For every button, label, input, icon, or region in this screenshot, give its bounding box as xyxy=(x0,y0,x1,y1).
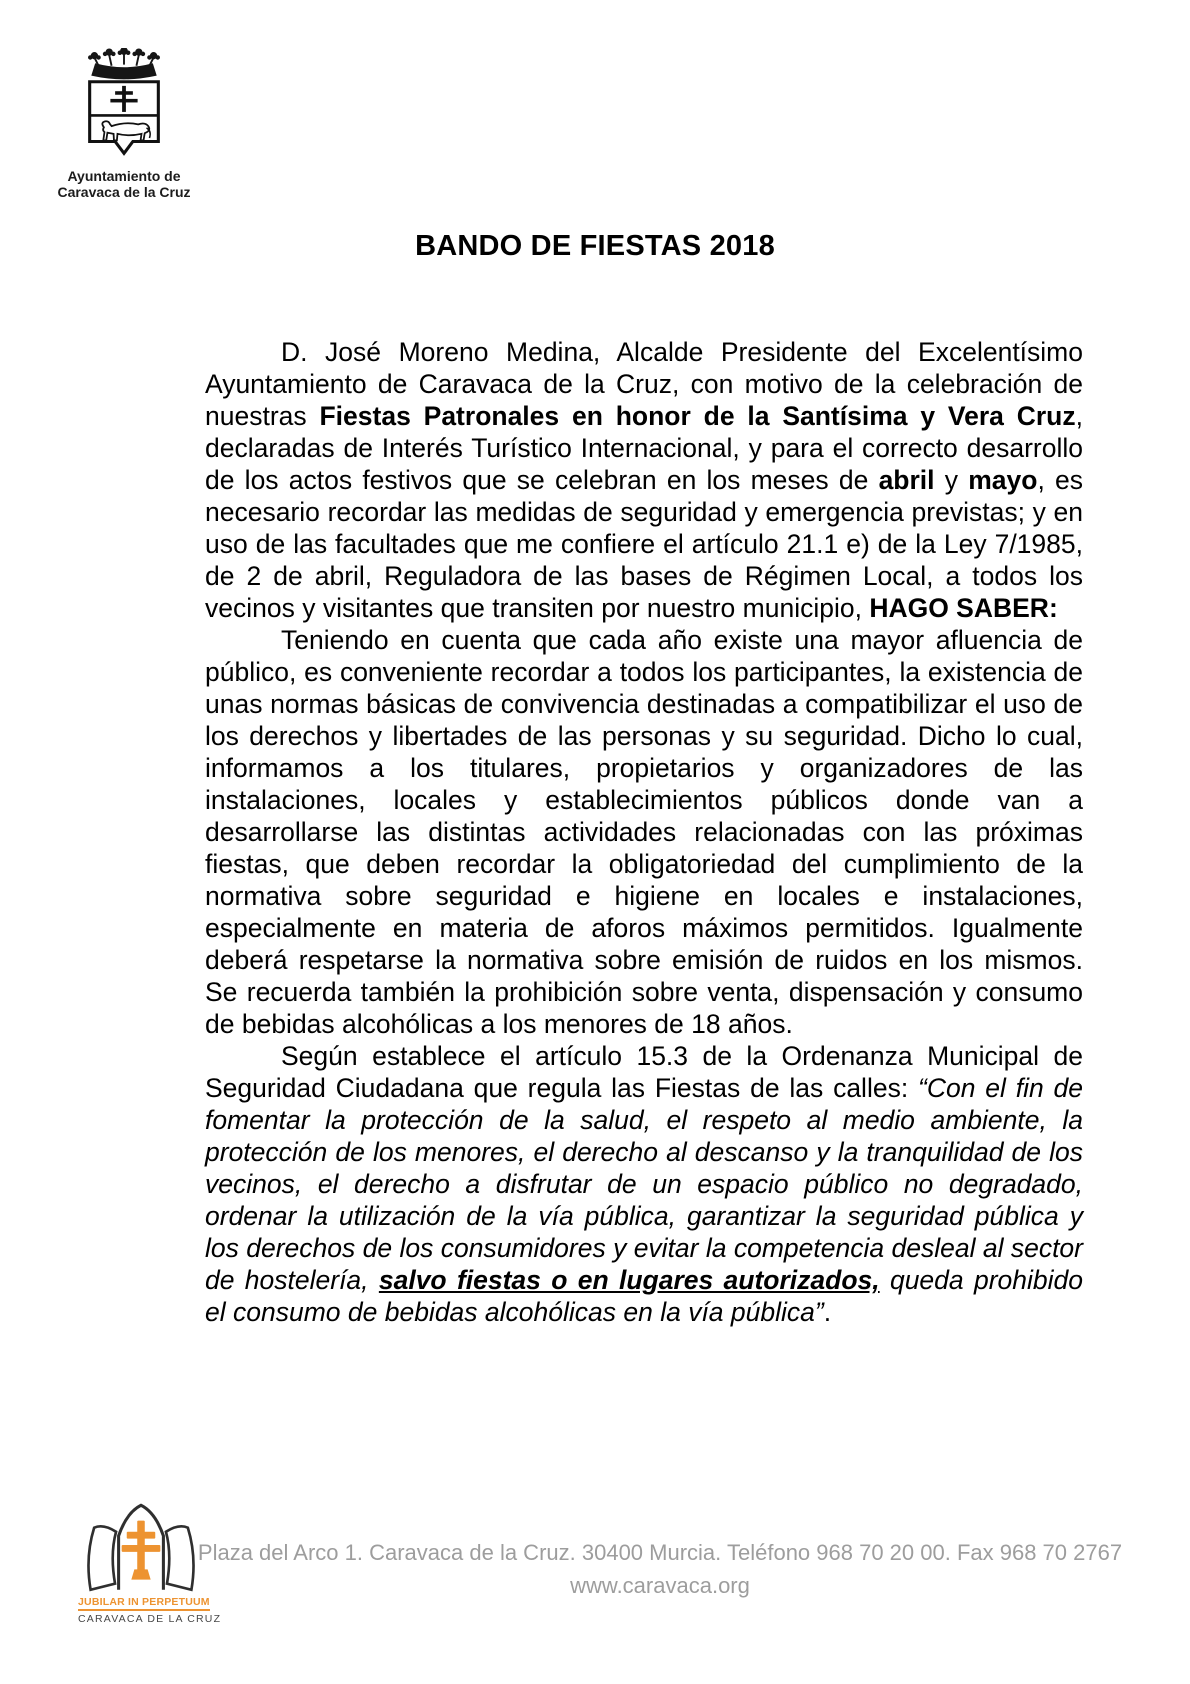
header-caption-line2: Caravaca de la Cruz xyxy=(57,184,191,200)
footer xyxy=(170,1536,1150,1602)
municipal-coat-of-arms xyxy=(56,48,192,200)
jubilee-logo-line2: CARAVACA DE LA CRUZ xyxy=(78,1613,222,1625)
coat-of-arms-icon xyxy=(85,48,163,164)
paragraph-intro: D. José Moreno Medina, Alcalde Presidente del Excelentísimo Ayuntamiento de Caravaca de la Cruz, con motivo de la celebración de nuestras Fiestas Patronales en honor de la Santísima y Vera Cruz, declaradas de Interés Turístico Internacional, y para el correcto desarrollo de los actos festivos que se celebran en los meses de abril y mayo, es necesario recordar las medidas de seguridad y emergencia previstas; y en uso de las facultades que me confiere el artículo 21.1 e) de la Ley 7/1985, de 2 de abril, Reguladora de las bases de Régimen Local, a todos los vecinos y visitantes que transiten por nuestro municipio, HAGO SABER: xyxy=(205,337,1083,623)
left-gate-shape xyxy=(88,1526,116,1589)
header-caption-line1: Ayuntamiento de xyxy=(67,168,181,184)
page-title: BANDO DE FIESTAS 2018 xyxy=(415,230,775,262)
footer-website: www.caravaca.org xyxy=(570,1573,750,1598)
shield-icon xyxy=(90,82,159,154)
jubilee-logo-line1: JUBILAR IN PERPETUUM xyxy=(78,1596,210,1611)
paragraph-normas: Teniendo en cuenta que cada año existe una mayor afluencia de público, es conveniente recordar a todos los participantes, la existencia de unas normas básicas de convivencia destinadas a compatibilizar el uso de los derechos y libertades de las personas y su seguridad. Dicho lo cual, informamos a los titulares, propietarios y organizadores de las instalaciones, locales y establecimientos públicos donde van a desarrollarse las distintas actividades relacionadas con las próximas fiestas, que deben recordar la obligatoriedad del cumplimiento de la normativa sobre seguridad e higiene en locales e instalaciones, especialmente en materia de aforos máximos permitidos. Igualmente deberá respetarse la normativa sobre emisión de ruidos en los mismos. Se recuerda también la prohibición sobre venta, dispensación y consumo de bebidas alcohólicas a los menores de 18 años. xyxy=(205,625,1083,1039)
paragraph-ordenanza: Según establece el artículo 15.3 de la Ordenanza Municipal de Seguridad Ciudadana que regula las Fiestas de las calles: “Con el fin de fomentar la protección de la salud, el respeto al medio ambiente, la protección de los menores, el derecho al descanso y la tranquilidad de los vecinos, el derecho a disfrutar de un espacio público no degradado, ordenar la utilización de la vía pública, garantizar la seguridad pública y los derechos de los consumidores y evitar la competencia desleal al sector de hostelería, salvo fiestas o en lugares autorizados, queda prohibido el consumo de bebidas alcohólicas en la vía pública”. xyxy=(205,1041,1083,1327)
crown-icon xyxy=(89,48,160,79)
document-body xyxy=(205,336,1083,1328)
footer-address: Plaza del Arco 1. Caravaca de la Cruz. 30400 Murcia. Teléfono 968 70 20 00. Fax 968 70 2767 xyxy=(197,1540,1123,1565)
